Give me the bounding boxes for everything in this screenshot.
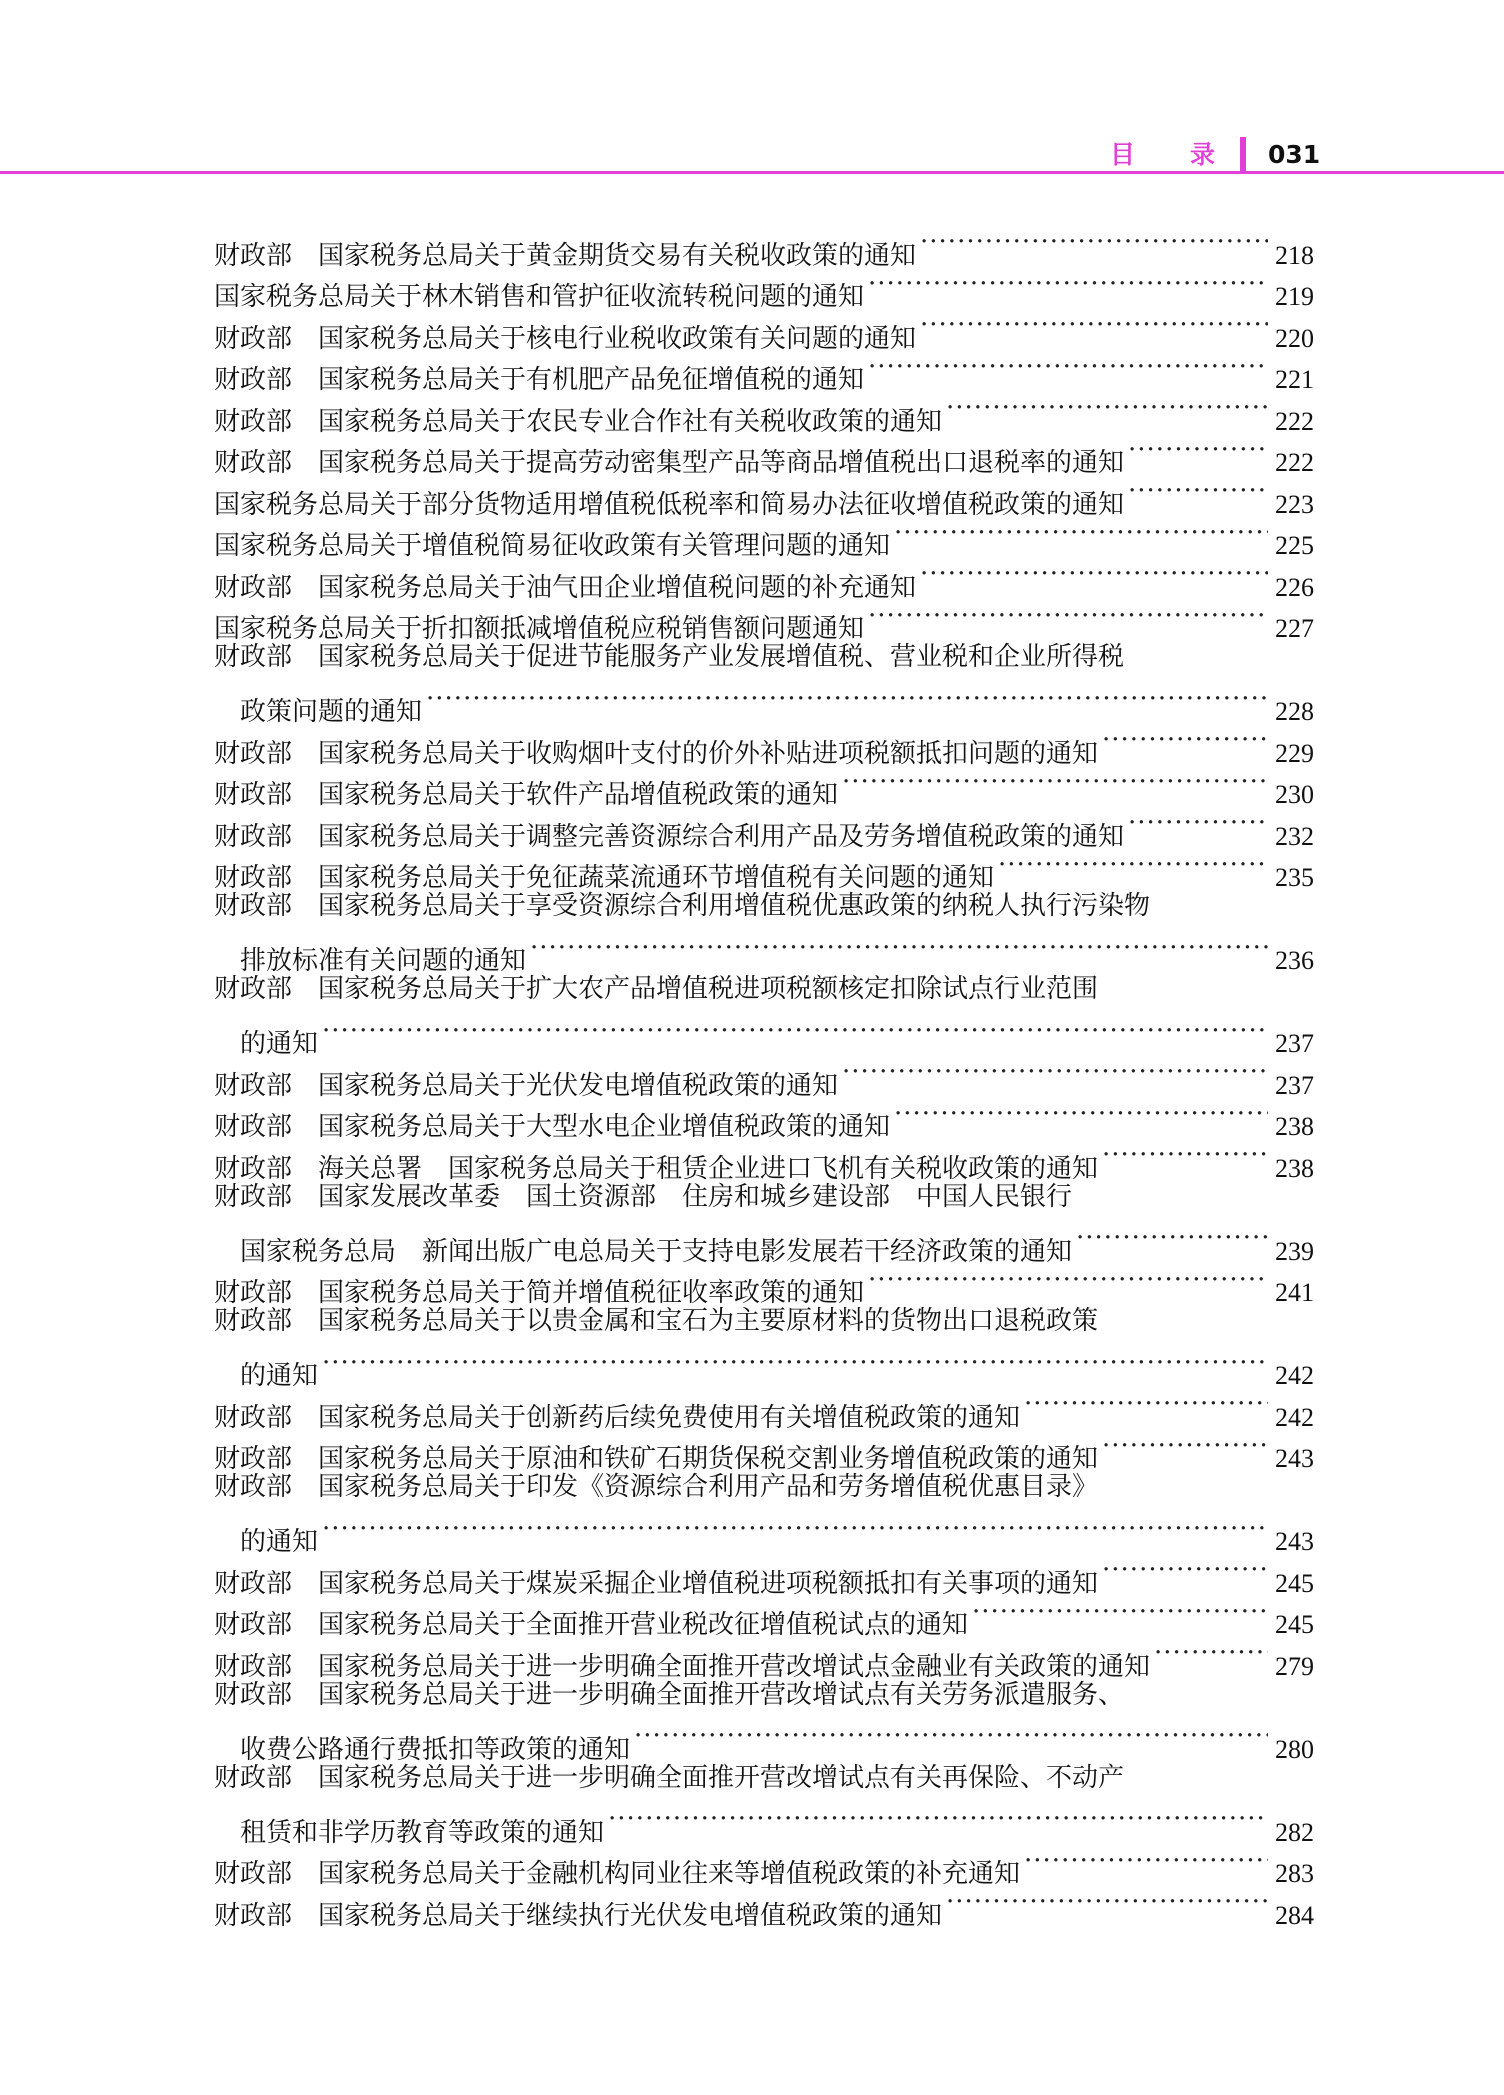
toc-entry-line	[214, 1467, 1314, 1509]
toc-entry-page-number: 218	[1275, 240, 1314, 270]
toc-entry-title: 财政部 国家税务总局关于免征蔬菜流通环节增值税有关问题的通知	[214, 863, 995, 893]
toc-entry-page-number: 238	[1275, 1153, 1314, 1183]
toc-entry-page-number: 245	[1275, 1568, 1314, 1598]
toc-entry-line	[214, 1758, 1314, 1800]
toc-entry-title: 国家税务总局关于折扣额抵减增值税应税销售额问题通知	[214, 614, 865, 644]
toc-entry[interactable]	[214, 1758, 1314, 1848]
toc-entry-title: 财政部 国家税务总局关于调整完善资源综合利用产品及劳务增值税政策的通知	[214, 821, 1125, 852]
toc-entry-title: 财政部 国家税务总局关于进一步明确全面推开营改增试点有关再保险、不动产	[214, 1762, 1125, 1793]
toc-entry-page-number: 219	[1275, 282, 1314, 311]
toc-entry[interactable]	[214, 637, 1314, 727]
toc-entry-page-number: 283	[1275, 1859, 1314, 1888]
dot-leader	[946, 1882, 1268, 1924]
toc-entry[interactable]	[214, 1384, 1314, 1433]
toc-entry-continuation-line	[214, 1716, 1314, 1765]
toc-entry-page-number: 223	[1275, 489, 1314, 519]
toc-entry-page-number: 220	[1275, 323, 1314, 353]
dot-leader	[1128, 803, 1268, 845]
toc-entry-page-number: 222	[1275, 406, 1314, 436]
toc-entry-title: 财政部 国家税务总局关于全面推开营业税改征增值税试点的通知	[214, 1610, 969, 1640]
toc-entry-line	[214, 886, 1314, 928]
dot-leader	[1128, 430, 1268, 472]
toc-entry-page-number: 239	[1275, 1236, 1314, 1266]
toc-entry-continuation-line	[214, 1218, 1314, 1267]
toc-entry-title: 财政部 国家税务总局关于农民专业合作社有关税收政策的通知	[214, 406, 943, 437]
toc-entry-title: 财政部 国家税务总局关于有机肥产品免征增值税的通知	[214, 365, 865, 395]
dot-leader	[1154, 1633, 1268, 1675]
toc-entry-title: 财政部 海关总署 国家税务总局关于租赁企业进口飞机有关税收政策的通知	[214, 1153, 1099, 1184]
dot-leader	[1102, 1135, 1268, 1177]
toc-entry-page-number: 235	[1275, 863, 1314, 892]
toc-entry-page-number: 222	[1275, 448, 1314, 477]
toc-entry-page-number: 242	[1275, 1402, 1314, 1432]
toc-entry-title: 国家税务总局 新闻出版广电总局关于支持电影发展若干经济政策的通知	[240, 1236, 1073, 1267]
toc-entry-title: 财政部 国家税务总局关于继续执行光伏发电增值税政策的通知	[214, 1900, 943, 1931]
toc-entry-continuation-line	[214, 1509, 1314, 1557]
toc-entry-line	[214, 1052, 1314, 1101]
toc-entry-title: 财政部 国家税务总局关于扩大农产品增值税进项税额核定扣除试点行业范围	[214, 974, 1099, 1004]
toc-entry-page-number: 226	[1275, 572, 1314, 602]
dot-leader	[1128, 471, 1268, 513]
dot-leader	[1102, 1550, 1268, 1592]
toc-entry[interactable]	[214, 969, 1314, 1059]
dot-leader	[1076, 1218, 1268, 1260]
toc-entry-page-number: 279	[1275, 1651, 1314, 1681]
toc-entry-page-number: 225	[1275, 531, 1314, 560]
dot-leader	[1024, 1841, 1268, 1883]
toc-entry[interactable]	[214, 886, 1314, 976]
header-title-char-2: 录	[1190, 140, 1216, 169]
dot-leader	[426, 679, 1268, 721]
toc-entry-title: 排放标准有关问题的通知	[240, 946, 527, 976]
dot-leader	[894, 513, 1268, 555]
toc-entry-page-number: 232	[1275, 821, 1314, 851]
dot-leader	[920, 305, 1268, 347]
toc-entry-title: 的通知	[240, 1527, 319, 1557]
toc-entry-continuation-line	[214, 1343, 1314, 1391]
toc-entry-title: 财政部 国家税务总局关于原油和铁矿石期货保税交割业务增值税政策的通知	[214, 1444, 1099, 1474]
toc-entry-line	[214, 1550, 1314, 1599]
toc-entry-page-number: 230	[1275, 780, 1314, 809]
toc-entry-line	[214, 1384, 1314, 1433]
dot-leader	[634, 1716, 1268, 1758]
toc-entry-page-number: 282	[1275, 1817, 1314, 1847]
toc-entry[interactable]	[214, 1301, 1314, 1391]
table-of-contents	[214, 222, 1314, 1931]
dot-leader	[868, 347, 1268, 389]
toc-entry-title: 国家税务总局关于林木销售和管护征收流转税问题的通知	[214, 282, 865, 312]
dot-leader	[1102, 1426, 1268, 1468]
dot-leader	[998, 845, 1268, 887]
toc-entry-page-number: 284	[1275, 1900, 1314, 1930]
toc-entry-title: 财政部 国家税务总局关于光伏发电增值税政策的通知	[214, 1070, 839, 1101]
toc-entry-title: 政策问题的通知	[240, 697, 423, 727]
header-title-char-1: 目	[1110, 140, 1136, 169]
toc-entry-title: 财政部 国家税务总局关于提高劳动密集型产品等商品增值税出口退税率的通知	[214, 448, 1125, 478]
dot-leader	[894, 1094, 1268, 1136]
toc-entry-page-number: 229	[1275, 738, 1314, 768]
dot-leader	[1024, 1384, 1268, 1426]
dot-leader	[920, 222, 1268, 264]
toc-entry-page-number: 245	[1275, 1610, 1314, 1639]
dot-leader	[1102, 720, 1268, 762]
toc-entry-title: 财政部 国家税务总局关于进一步明确全面推开营改增试点有关劳务派遣服务、	[214, 1679, 1125, 1710]
toc-entry-title: 财政部 国家税务总局关于印发《资源综合利用产品和劳务增值税优惠目录》	[214, 1472, 1099, 1502]
toc-entry-continuation-line	[214, 1011, 1314, 1059]
dot-leader	[322, 1509, 1268, 1551]
toc-entry-page-number: 238	[1275, 1112, 1314, 1141]
toc-entry-title: 的通知	[240, 1361, 319, 1391]
header-rule	[0, 171, 1504, 174]
page-header	[0, 0, 1504, 180]
toc-entry[interactable]	[214, 1052, 1314, 1101]
dot-leader	[946, 388, 1268, 430]
toc-entry-page-number: 227	[1275, 614, 1314, 643]
toc-entry-title: 财政部 国家税务总局关于核电行业税收政策有关问题的通知	[214, 323, 917, 354]
toc-entry-line	[214, 969, 1314, 1011]
toc-entry-title: 财政部 国家税务总局关于简并增值税征收率政策的通知	[214, 1278, 865, 1308]
toc-entry-title: 收费公路通行费抵扣等政策的通知	[240, 1734, 631, 1765]
toc-entry-title: 财政部 国家税务总局关于以贵金属和宝石为主要原材料的货物出口退税政策	[214, 1306, 1099, 1336]
toc-entry-line	[214, 637, 1314, 679]
dot-leader	[608, 1799, 1268, 1841]
header-page-number: 031	[1268, 140, 1321, 169]
toc-entry-title: 财政部 国家税务总局关于大型水电企业增值税政策的通知	[214, 1112, 891, 1142]
dot-leader	[868, 1260, 1268, 1302]
toc-entry-title: 财政部 国家税务总局关于促进节能服务产业发展增值税、营业税和企业所得税	[214, 642, 1125, 672]
dot-leader	[322, 1011, 1268, 1053]
toc-entry[interactable]	[214, 1177, 1314, 1267]
dot-leader	[322, 1343, 1268, 1385]
toc-entry[interactable]	[214, 1467, 1314, 1557]
dot-leader	[842, 1052, 1268, 1094]
toc-entry-title: 的通知	[240, 1029, 319, 1059]
toc-entry-title: 国家税务总局关于部分货物适用增值税低税率和简易办法征收增值税政策的通知	[214, 489, 1125, 520]
toc-entry-page-number: 228	[1275, 697, 1314, 726]
toc-entry-title: 财政部 国家税务总局关于收购烟叶支付的价外补贴进项税额抵扣问题的通知	[214, 738, 1099, 769]
toc-entry-page-number: 221	[1275, 365, 1314, 394]
toc-entry-page-number: 237	[1275, 1029, 1314, 1058]
toc-entry-title: 财政部 国家税务总局关于进一步明确全面推开营改增试点金融业有关政策的通知	[214, 1651, 1151, 1682]
toc-entry-continuation-line	[214, 928, 1314, 976]
header-divider-bar	[1240, 137, 1246, 173]
toc-entry-title: 财政部 国家发展改革委 国土资源部 住房和城乡建设部 中国人民银行	[214, 1181, 1073, 1212]
toc-entry-title: 租赁和非学历教育等政策的通知	[240, 1817, 605, 1848]
toc-entry-page-number: 236	[1275, 946, 1314, 975]
toc-entry-page-number: 243	[1275, 1444, 1314, 1473]
dot-leader	[920, 554, 1268, 596]
toc-entry-title: 财政部 国家税务总局关于创新药后续免费使用有关增值税政策的通知	[214, 1402, 1021, 1433]
toc-entry-continuation-line	[214, 1799, 1314, 1848]
toc-entry-continuation-line	[214, 679, 1314, 727]
toc-entry-title: 财政部 国家税务总局关于金融机构同业往来等增值税政策的补充通知	[214, 1859, 1021, 1889]
toc-entry-line	[214, 1177, 1314, 1219]
toc-entry-page-number: 242	[1275, 1361, 1314, 1390]
toc-entry-line	[214, 222, 1314, 271]
toc-entry-page-number: 280	[1275, 1734, 1314, 1764]
toc-entry-title: 国家税务总局关于增值税简易征收政策有关管理问题的通知	[214, 531, 891, 561]
dot-leader	[842, 762, 1268, 804]
dot-leader	[530, 928, 1268, 970]
toc-entry-line	[214, 1301, 1314, 1343]
dot-leader	[868, 596, 1268, 638]
toc-entry-page-number: 237	[1275, 1070, 1314, 1100]
toc-entry-page-number: 241	[1275, 1278, 1314, 1307]
toc-entry-title: 财政部 国家税务总局关于油气田企业增值税问题的补充通知	[214, 572, 917, 603]
toc-entry-title: 财政部 国家税务总局关于享受资源综合利用增值税优惠政策的纳税人执行污染物	[214, 891, 1151, 921]
toc-entry-title: 财政部 国家税务总局关于软件产品增值税政策的通知	[214, 780, 839, 810]
dot-leader	[972, 1592, 1268, 1634]
toc-entry[interactable]	[214, 222, 1314, 271]
dot-leader	[868, 264, 1268, 306]
toc-entry[interactable]	[214, 1550, 1314, 1599]
toc-entry-page-number: 243	[1275, 1527, 1314, 1556]
toc-entry-title: 财政部 国家税务总局关于煤炭采掘企业增值税进项税额抵扣有关事项的通知	[214, 1568, 1099, 1599]
toc-entry-title: 财政部 国家税务总局关于黄金期货交易有关税收政策的通知	[214, 240, 917, 271]
